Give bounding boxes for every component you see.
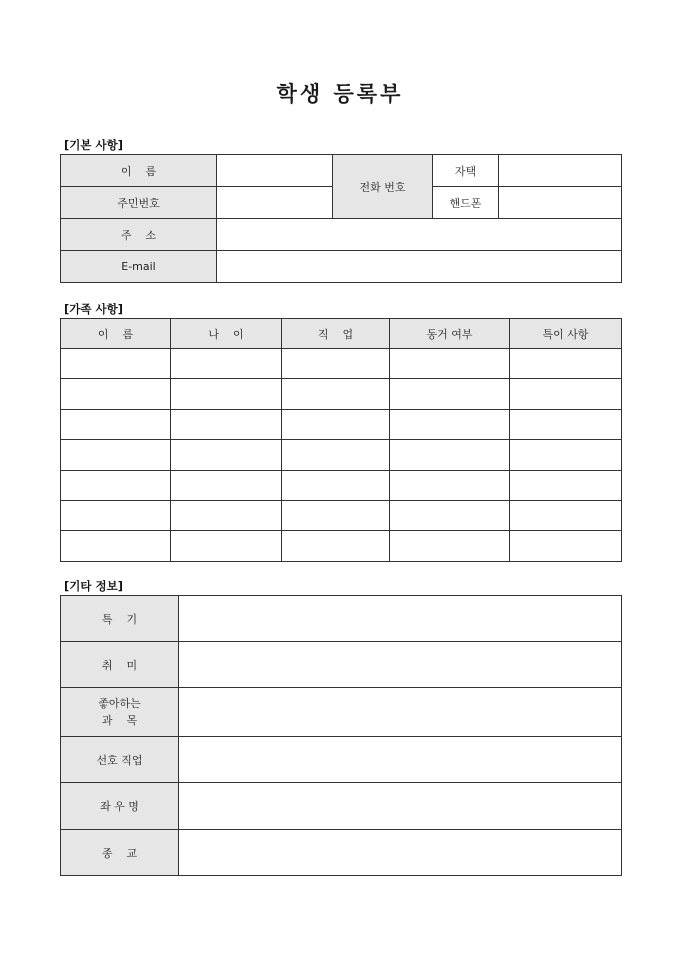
favorite-subject-label [61, 688, 179, 737]
family-cell[interactable] [61, 470, 171, 500]
etc-table [60, 595, 622, 876]
favorite-subject-input[interactable] [179, 688, 622, 737]
family-header-name: 이 름 [61, 319, 171, 349]
resident-id-input[interactable] [217, 187, 333, 219]
family-cell[interactable] [171, 349, 282, 379]
family-cell[interactable] [61, 440, 171, 470]
family-row [61, 409, 622, 439]
motto-label: 좌 우 명 [61, 783, 179, 830]
hobby-label: 취 미 [61, 642, 179, 688]
hobby-input[interactable] [179, 642, 622, 688]
family-cell[interactable] [390, 379, 510, 409]
preferred-job-input[interactable] [179, 737, 622, 783]
family-cell[interactable] [171, 531, 282, 561]
mobile-phone-label: 핸드폰 [433, 187, 499, 219]
family-cell[interactable] [282, 440, 390, 470]
family-cell[interactable] [61, 379, 171, 409]
religion-input[interactable] [179, 830, 622, 876]
resident-id-label: 주민번호 [61, 187, 217, 219]
family-row [61, 531, 622, 561]
home-phone-input[interactable] [499, 155, 622, 187]
family-header-job: 직 업 [282, 319, 390, 349]
email-input[interactable] [217, 251, 622, 283]
family-cell[interactable] [390, 349, 510, 379]
family-cell[interactable] [510, 349, 622, 379]
family-cell[interactable] [390, 409, 510, 439]
family-cell[interactable] [510, 531, 622, 561]
etc-section-label: [기타 정보] [64, 579, 123, 593]
family-cell[interactable] [282, 470, 390, 500]
name-label: 이 름 [61, 155, 217, 187]
page-title: 학생 등록부 [276, 81, 404, 106]
family-header-notes: 특이 사항 [510, 319, 622, 349]
family-cell[interactable] [390, 500, 510, 530]
talent-label: 특 기 [61, 596, 179, 642]
family-cell[interactable] [510, 440, 622, 470]
phone-label: 전화 번호 [333, 155, 433, 219]
family-cell[interactable] [390, 440, 510, 470]
family-cell[interactable] [510, 379, 622, 409]
basic-info-table [60, 154, 622, 283]
family-cell[interactable] [171, 379, 282, 409]
family-cell[interactable] [61, 500, 171, 530]
family-header-cohabit: 동거 여부 [390, 319, 510, 349]
email-label: E-mail [61, 251, 217, 283]
family-cell[interactable] [390, 470, 510, 500]
motto-input[interactable] [179, 783, 622, 830]
family-cell[interactable] [282, 531, 390, 561]
family-row [61, 470, 622, 500]
family-cell[interactable] [510, 409, 622, 439]
favorite-subject-label-line1: 좋아하는 [98, 697, 141, 710]
family-cell[interactable] [282, 379, 390, 409]
family-header-age: 나 이 [171, 319, 282, 349]
family-cell[interactable] [390, 531, 510, 561]
family-section-label: [가족 사항] [64, 302, 123, 316]
family-cell[interactable] [61, 409, 171, 439]
family-row [61, 349, 622, 379]
mobile-phone-input[interactable] [499, 187, 622, 219]
family-cell[interactable] [61, 531, 171, 561]
family-row [61, 379, 622, 409]
basic-section-label: [기본 사항] [64, 138, 123, 152]
family-cell[interactable] [171, 440, 282, 470]
family-cell[interactable] [282, 500, 390, 530]
family-cell[interactable] [171, 409, 282, 439]
family-cell[interactable] [282, 409, 390, 439]
family-row [61, 500, 622, 530]
address-input[interactable] [217, 219, 622, 251]
family-cell[interactable] [510, 500, 622, 530]
name-input[interactable] [217, 155, 333, 187]
religion-label: 종 교 [61, 830, 179, 876]
preferred-job-label: 선호 직업 [61, 737, 179, 783]
family-table [60, 318, 622, 562]
address-label: 주 소 [61, 219, 217, 251]
family-row [61, 440, 622, 470]
family-cell[interactable] [510, 470, 622, 500]
family-cell[interactable] [282, 349, 390, 379]
family-cell[interactable] [171, 500, 282, 530]
family-cell[interactable] [61, 349, 171, 379]
favorite-subject-label-line2: 과 목 [101, 714, 138, 727]
home-phone-label: 자택 [433, 155, 499, 187]
talent-input[interactable] [179, 596, 622, 642]
family-cell[interactable] [171, 470, 282, 500]
